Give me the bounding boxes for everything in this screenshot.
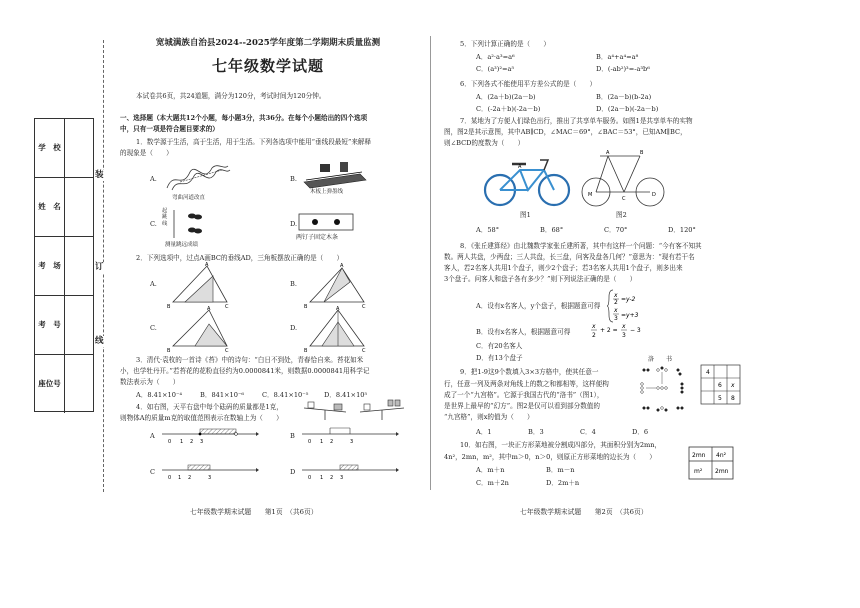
q10-cell: 2mn	[692, 452, 706, 459]
magic-square-cell: 5	[718, 395, 722, 402]
school-label: 学 校	[35, 119, 65, 177]
svg-text:− 3: − 3	[630, 327, 641, 334]
school-blank[interactable]	[65, 119, 93, 177]
q3-option-c[interactable]: C．8.41×10⁻⁵	[262, 391, 309, 399]
q2-option-d[interactable]: D.	[290, 324, 298, 332]
svg-text:x: x	[614, 307, 618, 314]
q1-option-c[interactable]: C.	[150, 220, 157, 228]
q3-text-2: 小，也学牡丹开。”若苔花的花粉直径约为0.0000841米，则数据0.0000841用科学记	[120, 367, 370, 375]
page-divider	[430, 36, 431, 490]
q10-text-2: 4n²，2mn，m²，其中m＞0，n＞0，则原正方形菜地的边长为（ ）	[444, 453, 656, 461]
svg-text:x: x	[622, 323, 626, 330]
magic-square-cell: 4	[706, 369, 710, 376]
q7-text-2: 图，图2是其示意图，其中AB∥CD，∠MAC＝69°，∠BAC＝53°，已知AM∥BC，	[444, 128, 687, 136]
svg-text:1: 1	[180, 439, 184, 445]
q3-option-d[interactable]: D．8.41×10⁵	[324, 391, 368, 399]
svg-text:=y+3: =y+3	[621, 312, 639, 319]
q4-c-numberline	[160, 462, 260, 482]
q10-cell: m²	[694, 468, 703, 475]
q7-bicycle-photo	[482, 150, 574, 210]
seat-label: 座位号	[35, 355, 65, 413]
svg-text:3: 3	[340, 475, 344, 481]
page-title: 七年级数学试题	[211, 57, 324, 75]
q9-text: 9．把1-9这9个数填入3×3方格中，使其任意一	[460, 368, 599, 376]
svg-text:B: B	[304, 304, 308, 310]
q2-d-figure	[302, 306, 372, 354]
svg-text:B: B	[640, 150, 644, 156]
svg-text:1: 1	[320, 475, 324, 481]
q5-text: 5．下列计算正确的是（ ）	[460, 40, 550, 48]
q2-a-figure	[165, 262, 235, 310]
q1-caption-d: 两钉子固定木条	[296, 234, 339, 241]
q1-option-b[interactable]: B.	[290, 175, 297, 183]
q8-text-3: 客人，若2名客人共用1个盘子，则少2个盘子；若3名客人共用1个盘子，则多出来	[444, 264, 683, 272]
q9-text-5: “九宫格”，则x的值为（ ）	[444, 413, 534, 421]
name-label: 姓 名	[35, 178, 65, 236]
svg-text:D: D	[652, 192, 656, 198]
svg-text:C: C	[362, 348, 366, 354]
footer-right: 七年级数学期末试题 第2页 （共6页）	[520, 508, 648, 516]
q5-option-b[interactable]: B．a⁴+a⁴=a⁸	[596, 53, 639, 61]
q6-text: 6．下列各式不能使用平方差公式的是（ ）	[460, 80, 597, 88]
q1-text-2: 的现象是（ ）	[120, 149, 173, 157]
svg-text:A: A	[518, 164, 522, 170]
svg-text:B: B	[167, 348, 171, 354]
svg-text:+ 2 =: + 2 =	[600, 327, 618, 334]
svg-text:0: 0	[168, 439, 172, 445]
svg-text:0: 0	[168, 475, 172, 481]
q7-option-a[interactable]: A．58°	[476, 226, 500, 234]
svg-text:1: 1	[178, 475, 182, 481]
svg-text:2: 2	[188, 475, 192, 481]
q8-option-a[interactable]: A．设有x名客人，y个盘子，根据题意可得	[476, 302, 601, 310]
q6-option-b[interactable]: B．(2a－b)(b-2a)	[596, 93, 652, 101]
svg-text:x: x	[614, 292, 618, 299]
q7-schematic	[578, 148, 670, 210]
binding-info-table	[34, 118, 94, 412]
q4-b-numberline	[300, 426, 400, 446]
q10-cell: 2mn	[715, 468, 729, 475]
q10-option-b[interactable]: B．m－n	[546, 466, 575, 474]
q7-option-c[interactable]: C．70°	[604, 226, 628, 234]
q9-option-c[interactable]: C．4	[580, 428, 596, 436]
svg-text:3: 3	[622, 332, 626, 339]
q9-magic-square	[700, 364, 742, 406]
school-row	[35, 119, 93, 178]
q4-option-a[interactable]: A	[150, 432, 155, 440]
svg-text:1: 1	[320, 439, 324, 445]
svg-text:2: 2	[614, 299, 618, 306]
cut-char-2: 订	[95, 262, 104, 272]
q8-option-c[interactable]: C．有20名客人	[476, 342, 523, 350]
q4-text: 4．如右图，天平右盘中每个砝码的质量都是1克，	[136, 403, 283, 411]
svg-text:=y-2: =y-2	[621, 296, 636, 303]
svg-text:0: 0	[308, 475, 312, 481]
q8-text: 8．《张丘建算经》由北魏数学家张丘建所著，其中有这样一个问题：“今有客不知其	[460, 242, 702, 250]
q6-option-c[interactable]: C．(-2a＋b)(-2a－b)	[476, 105, 541, 113]
q9-luoshu-figure	[636, 364, 688, 414]
section1-title-2: 中，只有一项是符合题目要求的）	[120, 125, 219, 133]
q1-caption-c: 测量跳远成绩	[165, 242, 199, 248]
exam-note: 本试卷共6页，共24道题，满分为120分，考试时间为120分钟。	[136, 92, 326, 100]
q1-inkline-figure	[300, 160, 368, 192]
q1-nails-figure	[298, 212, 354, 232]
magic-square-cell: 6	[718, 382, 722, 389]
svg-text:3: 3	[200, 439, 204, 445]
q7-fig1-label: 图1	[520, 211, 531, 219]
cut-char-1: 装	[95, 170, 104, 180]
q9-text-3: 成了一个“九宫格”。它源于我国古代的“洛书”（图1），	[444, 391, 604, 399]
magic-square-x: x	[731, 382, 735, 389]
seat-row	[35, 355, 93, 413]
svg-text:C: C	[225, 304, 229, 310]
q1-option-a[interactable]: A.	[150, 175, 157, 183]
q8-option-b[interactable]: B．设有x名客人，根据题意可得	[476, 328, 571, 336]
q3-option-b[interactable]: B．841×10⁻⁶	[200, 391, 245, 399]
magic-square-cell: 8	[731, 395, 735, 402]
q2-option-b[interactable]: B.	[290, 280, 297, 288]
q8-option-d[interactable]: D．有13个盘子	[476, 354, 523, 362]
svg-text:B: B	[167, 304, 171, 310]
room-label: 考 场	[35, 237, 65, 295]
svg-text:2: 2	[330, 439, 334, 445]
q2-b-figure	[302, 262, 372, 310]
q2-text: 2．下列选项中，过点A画BC的垂线AD，三角板摆放正确的是（ ）	[136, 254, 344, 262]
exam-number-blank[interactable]	[65, 296, 93, 354]
q9-option-d[interactable]: D．6	[632, 428, 649, 436]
svg-text:A: A	[336, 306, 340, 312]
svg-text:0: 0	[308, 439, 312, 445]
q7-option-b[interactable]: B．68°	[540, 226, 564, 234]
name-row	[35, 178, 93, 237]
q1-river-figure	[162, 160, 232, 194]
svg-text:A: A	[606, 150, 610, 156]
q10-option-a[interactable]: A．m＋n	[476, 466, 505, 474]
svg-text:3: 3	[350, 439, 354, 445]
name-blank[interactable]	[65, 178, 93, 236]
q7-option-d[interactable]: D．120°	[668, 226, 696, 234]
svg-text:A: A	[340, 263, 344, 269]
q9-option-b[interactable]: B．3	[528, 428, 544, 436]
q6-option-a[interactable]: A．(2a＋b)(2a－b)	[476, 93, 536, 101]
institution-line: 宽城满族自治县2024--2025学年度第二学期期末质量监测	[155, 38, 381, 48]
q1-jump-figure	[172, 208, 212, 240]
q2-option-a[interactable]: A.	[150, 280, 157, 288]
svg-text:B: B	[304, 348, 308, 354]
q4-option-d[interactable]: D	[290, 468, 296, 476]
q3-option-a[interactable]: A．8.41×10⁻⁴	[136, 391, 183, 399]
q3-text-3: 数法表示为（ ）	[120, 378, 180, 386]
svg-text:2: 2	[330, 475, 334, 481]
q5-option-c[interactable]: C．(a³)²=a⁵	[476, 65, 515, 73]
svg-text:3: 3	[208, 475, 212, 481]
svg-text:2: 2	[190, 439, 194, 445]
q10-cell: 4n²	[716, 452, 727, 459]
exam-number-row	[35, 296, 93, 355]
q9-text-2: 行，任意一列及两条对角线上的数之和都相等，这样便构	[444, 380, 609, 388]
q1-caption-b: 木板上弹墨线	[310, 189, 344, 195]
q6-option-d[interactable]: D．(2a－b)(-2a－b)	[596, 105, 659, 113]
exam-number-label: 考 号	[35, 296, 65, 354]
q9-text-4: 是世界上最早的“幻方”。图2是仅可以看到部分数值的	[444, 402, 600, 410]
q10-option-c[interactable]: C．m＋2n	[476, 479, 509, 487]
q1-text: 1．数学源于生活，高于生活，用于生活。下列各选项中能用“垂线段最短”来解释	[136, 138, 372, 146]
q8-a-equation-system	[606, 288, 648, 324]
q8-b-equation	[590, 320, 652, 342]
svg-text:C: C	[362, 304, 366, 310]
q8-text-2: 数。两人共盘，少两盘；三人共盘，长三盘，问客及盘各几何？”意思为：“现有若干名	[444, 253, 695, 261]
q10-text: 10．如右图，一块正方形菜地被分割成四部分，其面积分别为2mn，	[460, 441, 662, 449]
q4-d-numberline	[300, 462, 400, 482]
q5-option-a[interactable]: A．a²·a³=a⁶	[476, 53, 515, 61]
q4-a-numberline	[160, 426, 260, 446]
seat-blank[interactable]	[65, 355, 93, 413]
q7-text-3: 则∠BCD的度数为（ ）	[444, 139, 525, 147]
q5-option-d[interactable]: D．(-ab²)³=-a³b⁶	[596, 65, 650, 73]
q1-option-d[interactable]: D.	[290, 220, 298, 228]
q10-option-d[interactable]: D．2m＋n	[546, 479, 580, 487]
q4-balance-figure	[300, 398, 412, 422]
svg-text:C: C	[225, 348, 229, 354]
q9-option-a[interactable]: A．1	[476, 428, 492, 436]
svg-text:A: A	[205, 262, 209, 268]
svg-text:A: A	[207, 306, 211, 312]
q7-text: 7．某地为了方便人们绿色出行，推出了共享单车服务。如图1是共享单车的实物	[460, 117, 693, 125]
svg-text:3: 3	[614, 315, 618, 322]
q4-text-2: 则物体A的质量m克的取值范围表示在数轴上为（ ）	[120, 414, 283, 422]
q2-option-c[interactable]: C.	[150, 324, 157, 332]
q4-option-c[interactable]: C	[150, 468, 156, 476]
svg-text:C: C	[622, 196, 626, 202]
room-blank[interactable]	[65, 237, 93, 295]
q8-text-4: 3个盘子。问客人和盘子各有多少？”则下列说法正确的是（ ）	[444, 275, 637, 283]
q1-caption-a: 弯曲河道改直	[172, 195, 206, 201]
q10-square-figure	[688, 446, 734, 480]
q9-luoshu-title: 洛 书	[648, 356, 673, 363]
section1-title: 一、选择题（本大题共12个小题，每小题3分，共36分。在每个小题给出的四个选项	[120, 114, 368, 122]
svg-text:2: 2	[592, 332, 596, 339]
q3-text: 3．清代·袁枚的一首诗《苔》中的诗句：“白日不到处，青春恰自来。苔花如米	[136, 356, 364, 364]
q1-c-vertical-label: 起跳线	[162, 208, 168, 227]
q4-option-b[interactable]: B	[290, 432, 295, 440]
q7-fig2-label: 图2	[616, 211, 627, 219]
svg-text:M: M	[588, 192, 593, 198]
svg-text:x: x	[592, 323, 596, 330]
q2-c-figure	[165, 306, 235, 354]
room-row	[35, 237, 93, 296]
footer-left: 七年级数学期末试题 第1页 （共6页）	[190, 508, 318, 516]
cut-char-3: 线	[95, 336, 104, 346]
